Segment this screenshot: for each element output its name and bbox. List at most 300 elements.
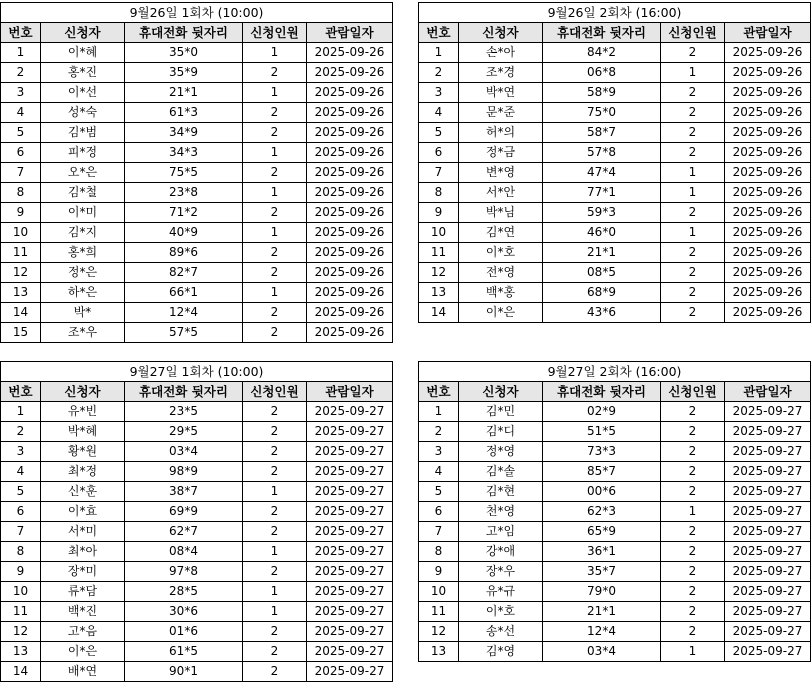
session-title: 9월26일 1회차 (10:00) (1, 3, 393, 23)
header-phone-suffix: 휴대전화 뒷자리 (125, 23, 243, 43)
cell-party-size: 2 (243, 123, 307, 143)
cell-applicant: 김*영 (459, 642, 543, 662)
cell-visit-date: 2025-09-26 (725, 43, 811, 63)
cell-number: 10 (1, 582, 41, 602)
cell-visit-date: 2025-09-26 (725, 83, 811, 103)
header-applicant: 신청자 (41, 23, 125, 43)
table-row (419, 642, 811, 662)
cell-phone-suffix: 01*6 (125, 622, 243, 642)
table-row (1, 263, 393, 283)
cell-party-size: 2 (661, 402, 725, 422)
cell-phone-suffix: 71*2 (125, 203, 243, 223)
cell-party-size: 1 (243, 602, 307, 622)
cell-party-size: 2 (243, 203, 307, 223)
cell-number: 1 (1, 43, 41, 63)
cell-visit-date: 2025-09-26 (725, 183, 811, 203)
cell-visit-date: 2025-09-27 (307, 422, 393, 442)
cell-visit-date: 2025-09-26 (307, 243, 393, 263)
cell-phone-suffix: 89*6 (125, 243, 243, 263)
header-phone-suffix: 휴대전화 뒷자리 (543, 382, 661, 402)
cell-phone-suffix: 21*1 (543, 243, 661, 263)
cell-number: 13 (419, 283, 459, 303)
cell-number: 15 (1, 323, 41, 343)
table-row (419, 622, 811, 642)
cell-party-size: 1 (243, 582, 307, 602)
cell-phone-suffix: 75*5 (125, 163, 243, 183)
cell-visit-date: 2025-09-27 (307, 562, 393, 582)
cell-applicant: 오*은 (41, 163, 125, 183)
cell-visit-date: 2025-09-27 (725, 522, 811, 542)
table-row (419, 602, 811, 622)
cell-applicant: 정*금 (459, 143, 543, 163)
cell-number: 11 (419, 602, 459, 622)
table-row (419, 223, 811, 243)
table-row (419, 422, 811, 442)
cell-applicant: 배*연 (41, 662, 125, 682)
cell-visit-date: 2025-09-27 (307, 642, 393, 662)
cell-visit-date: 2025-09-26 (725, 263, 811, 283)
session-table-0927-1 (0, 361, 393, 682)
table-row (1, 562, 393, 582)
cell-number: 8 (419, 183, 459, 203)
table-row (1, 462, 393, 482)
cell-party-size: 2 (661, 263, 725, 283)
session-table-0927-2 (418, 361, 811, 662)
cell-applicant: 백*홍 (459, 283, 543, 303)
cell-applicant: 최*아 (41, 542, 125, 562)
cell-party-size: 2 (243, 562, 307, 582)
header-applicant: 신청자 (41, 382, 125, 402)
cell-applicant: 김*철 (41, 183, 125, 203)
cell-number: 14 (1, 662, 41, 682)
cell-visit-date: 2025-09-27 (725, 642, 811, 662)
cell-visit-date: 2025-09-26 (307, 203, 393, 223)
cell-party-size: 2 (243, 402, 307, 422)
cell-applicant: 하*은 (41, 283, 125, 303)
cell-applicant: 김*민 (459, 402, 543, 422)
cell-party-size: 1 (661, 502, 725, 522)
cell-number: 11 (1, 243, 41, 263)
cell-phone-suffix: 90*1 (125, 662, 243, 682)
cell-number: 11 (1, 602, 41, 622)
header-phone-suffix: 휴대전화 뒷자리 (543, 23, 661, 43)
cell-visit-date: 2025-09-26 (725, 163, 811, 183)
cell-number: 8 (419, 542, 459, 562)
cell-party-size: 1 (243, 43, 307, 63)
cell-applicant: 정*영 (459, 442, 543, 462)
cell-phone-suffix: 08*5 (543, 263, 661, 283)
cell-phone-suffix: 77*1 (543, 183, 661, 203)
cell-phone-suffix: 97*8 (125, 562, 243, 582)
cell-party-size: 2 (243, 642, 307, 662)
table-row (1, 303, 393, 323)
cell-applicant: 천*영 (459, 502, 543, 522)
cell-party-size: 2 (243, 622, 307, 642)
cell-visit-date: 2025-09-26 (307, 103, 393, 123)
cell-visit-date: 2025-09-26 (307, 83, 393, 103)
cell-phone-suffix: 03*4 (543, 642, 661, 662)
cell-applicant: 백*진 (41, 602, 125, 622)
cell-visit-date: 2025-09-27 (725, 622, 811, 642)
table-row (1, 103, 393, 123)
table-row (419, 482, 811, 502)
cell-phone-suffix: 02*9 (543, 402, 661, 422)
table-row (419, 542, 811, 562)
cell-visit-date: 2025-09-27 (307, 602, 393, 622)
cell-number: 12 (419, 622, 459, 642)
cell-visit-date: 2025-09-27 (307, 662, 393, 682)
cell-applicant: 조*우 (41, 323, 125, 343)
cell-phone-suffix: 57*5 (125, 323, 243, 343)
cell-number: 4 (419, 103, 459, 123)
table-row (419, 123, 811, 143)
cell-party-size: 2 (661, 602, 725, 622)
table-row (1, 442, 393, 462)
cell-party-size: 1 (243, 143, 307, 163)
table-row (419, 43, 811, 63)
cell-visit-date: 2025-09-26 (725, 123, 811, 143)
cell-applicant: 이*효 (41, 502, 125, 522)
cell-visit-date: 2025-09-26 (725, 63, 811, 83)
cell-phone-suffix: 68*9 (543, 283, 661, 303)
cell-applicant: 서*안 (459, 183, 543, 203)
cell-party-size: 2 (243, 323, 307, 343)
cell-phone-suffix: 46*0 (543, 223, 661, 243)
cell-party-size: 2 (243, 243, 307, 263)
cell-party-size: 2 (661, 203, 725, 223)
cell-phone-suffix: 21*1 (125, 83, 243, 103)
cell-party-size: 2 (661, 243, 725, 263)
cell-applicant: 김*연 (459, 223, 543, 243)
session-title: 9월27일 2회차 (16:00) (419, 362, 811, 382)
cell-phone-suffix: 35*9 (125, 63, 243, 83)
cell-number: 12 (1, 263, 41, 283)
cell-number: 5 (419, 482, 459, 502)
cell-phone-suffix: 58*9 (543, 83, 661, 103)
cell-party-size: 1 (243, 83, 307, 103)
cell-party-size: 2 (243, 522, 307, 542)
session-title: 9월26일 2회차 (16:00) (419, 3, 811, 23)
cell-applicant: 문*준 (459, 103, 543, 123)
cell-applicant: 서*미 (41, 522, 125, 542)
table-row (419, 303, 811, 323)
session-table-0926-1 (0, 2, 393, 343)
table-row (419, 582, 811, 602)
cell-visit-date: 2025-09-27 (725, 582, 811, 602)
cell-phone-suffix: 73*3 (543, 442, 661, 462)
cell-applicant: 성*숙 (41, 103, 125, 123)
cell-phone-suffix: 69*9 (125, 502, 243, 522)
cell-number: 14 (1, 303, 41, 323)
cell-visit-date: 2025-09-26 (307, 303, 393, 323)
cell-visit-date: 2025-09-27 (307, 622, 393, 642)
table-row (1, 123, 393, 143)
cell-applicant: 송*선 (459, 622, 543, 642)
cell-party-size: 2 (243, 662, 307, 682)
table-row (1, 642, 393, 662)
table-row (1, 63, 393, 83)
cell-applicant: 김*디 (459, 422, 543, 442)
reservation-table (0, 2, 393, 343)
cell-party-size: 2 (661, 283, 725, 303)
header-number: 번호 (1, 23, 41, 43)
cell-applicant: 이*선 (41, 83, 125, 103)
cell-applicant: 황*원 (41, 442, 125, 462)
cell-phone-suffix: 43*6 (543, 303, 661, 323)
cell-party-size: 2 (243, 63, 307, 83)
cell-number: 9 (419, 203, 459, 223)
cell-phone-suffix: 57*8 (543, 143, 661, 163)
cell-phone-suffix: 00*6 (543, 482, 661, 502)
cell-visit-date: 2025-09-27 (307, 502, 393, 522)
cell-phone-suffix: 82*7 (125, 263, 243, 283)
table-row (1, 143, 393, 163)
table-row (419, 143, 811, 163)
cell-number: 6 (419, 502, 459, 522)
table-row (1, 183, 393, 203)
cell-number: 12 (1, 622, 41, 642)
reservation-table (0, 361, 393, 682)
cell-party-size: 2 (661, 562, 725, 582)
cell-phone-suffix: 35*0 (125, 43, 243, 63)
cell-visit-date: 2025-09-27 (307, 402, 393, 422)
cell-visit-date: 2025-09-26 (307, 263, 393, 283)
cell-applicant: 고*임 (459, 522, 543, 542)
cell-applicant: 박*님 (459, 203, 543, 223)
table-row (419, 243, 811, 263)
table-row (1, 203, 393, 223)
cell-phone-suffix: 61*3 (125, 103, 243, 123)
cell-party-size: 2 (661, 542, 725, 562)
cell-applicant: 홍*희 (41, 243, 125, 263)
table-row (1, 482, 393, 502)
cell-party-size: 1 (243, 223, 307, 243)
cell-visit-date: 2025-09-26 (725, 143, 811, 163)
cell-party-size: 2 (661, 442, 725, 462)
cell-applicant: 홍*진 (41, 63, 125, 83)
cell-applicant: 이*호 (459, 243, 543, 263)
cell-applicant: 김*지 (41, 223, 125, 243)
cell-visit-date: 2025-09-27 (307, 522, 393, 542)
cell-applicant: 최*정 (41, 462, 125, 482)
cell-visit-date: 2025-09-26 (307, 63, 393, 83)
cell-phone-suffix: 23*8 (125, 183, 243, 203)
table-row (1, 582, 393, 602)
cell-visit-date: 2025-09-27 (725, 422, 811, 442)
session-title: 9월27일 1회차 (10:00) (1, 362, 393, 382)
table-row (419, 562, 811, 582)
cell-party-size: 2 (243, 502, 307, 522)
table-row (419, 442, 811, 462)
cell-visit-date: 2025-09-26 (725, 223, 811, 243)
cell-number: 9 (1, 562, 41, 582)
cell-number: 5 (1, 482, 41, 502)
cell-party-size: 1 (243, 183, 307, 203)
cell-visit-date: 2025-09-26 (725, 243, 811, 263)
cell-party-size: 2 (661, 482, 725, 502)
cell-number: 2 (419, 63, 459, 83)
header-number: 번호 (1, 382, 41, 402)
cell-party-size: 2 (661, 83, 725, 103)
cell-phone-suffix: 34*9 (125, 123, 243, 143)
cell-party-size: 2 (243, 263, 307, 283)
table-row (419, 83, 811, 103)
table-row (1, 622, 393, 642)
cell-phone-suffix: 34*3 (125, 143, 243, 163)
cell-visit-date: 2025-09-27 (307, 582, 393, 602)
cell-phone-suffix: 29*5 (125, 422, 243, 442)
cell-visit-date: 2025-09-27 (725, 562, 811, 582)
cell-applicant: 장*미 (41, 562, 125, 582)
cell-party-size: 2 (243, 103, 307, 123)
table-row (1, 422, 393, 442)
header-visit-date: 관람일자 (725, 382, 811, 402)
cell-party-size: 2 (661, 43, 725, 63)
cell-applicant: 박*혜 (41, 422, 125, 442)
cell-applicant: 이*미 (41, 203, 125, 223)
cell-number: 6 (1, 143, 41, 163)
table-row (419, 402, 811, 422)
cell-applicant: 전*영 (459, 263, 543, 283)
cell-number: 13 (1, 283, 41, 303)
cell-phone-suffix: 59*3 (543, 203, 661, 223)
cell-visit-date: 2025-09-27 (725, 402, 811, 422)
cell-applicant: 김*현 (459, 482, 543, 502)
cell-number: 4 (1, 462, 41, 482)
cell-phone-suffix: 28*5 (125, 582, 243, 602)
cell-number: 8 (1, 542, 41, 562)
cell-applicant: 조*경 (459, 63, 543, 83)
header-number: 번호 (419, 23, 459, 43)
cell-visit-date: 2025-09-27 (725, 602, 811, 622)
cell-party-size: 1 (243, 283, 307, 303)
table-row (1, 602, 393, 622)
cell-number: 9 (1, 203, 41, 223)
cell-number: 2 (419, 422, 459, 442)
cell-phone-suffix: 51*5 (543, 422, 661, 442)
table-row (1, 83, 393, 103)
table-row (1, 323, 393, 343)
cell-applicant: 이*은 (41, 642, 125, 662)
cell-party-size: 1 (243, 482, 307, 502)
cell-phone-suffix: 38*7 (125, 482, 243, 502)
cell-party-size: 2 (243, 422, 307, 442)
table-row (419, 103, 811, 123)
cell-party-size: 2 (661, 582, 725, 602)
cell-number: 10 (419, 223, 459, 243)
cell-number: 9 (419, 562, 459, 582)
cell-applicant: 박* (41, 303, 125, 323)
cell-phone-suffix: 58*7 (543, 123, 661, 143)
cell-visit-date: 2025-09-27 (725, 502, 811, 522)
cell-number: 11 (419, 243, 459, 263)
cell-number: 13 (419, 642, 459, 662)
cell-party-size: 1 (661, 223, 725, 243)
cell-visit-date: 2025-09-27 (725, 542, 811, 562)
cell-applicant: 강*애 (459, 542, 543, 562)
cell-party-size: 2 (243, 462, 307, 482)
cell-visit-date: 2025-09-27 (725, 442, 811, 462)
cell-visit-date: 2025-09-26 (307, 143, 393, 163)
cell-visit-date: 2025-09-26 (725, 103, 811, 123)
cell-number: 10 (419, 582, 459, 602)
cell-applicant: 김*솔 (459, 462, 543, 482)
table-row (1, 402, 393, 422)
table-row (419, 263, 811, 283)
table-row (419, 283, 811, 303)
cell-visit-date: 2025-09-26 (725, 203, 811, 223)
cell-phone-suffix: 06*8 (543, 63, 661, 83)
cell-party-size: 1 (661, 63, 725, 83)
cell-phone-suffix: 62*3 (543, 502, 661, 522)
cell-phone-suffix: 62*7 (125, 522, 243, 542)
cell-visit-date: 2025-09-26 (307, 223, 393, 243)
cell-visit-date: 2025-09-26 (307, 43, 393, 63)
cell-number: 1 (1, 402, 41, 422)
cell-party-size: 2 (661, 622, 725, 642)
cell-visit-date: 2025-09-26 (307, 283, 393, 303)
cell-applicant: 이*은 (459, 303, 543, 323)
cell-party-size: 2 (661, 522, 725, 542)
cell-party-size: 2 (661, 422, 725, 442)
table-row (419, 63, 811, 83)
cell-visit-date: 2025-09-27 (307, 462, 393, 482)
cell-number: 2 (1, 422, 41, 442)
cell-applicant: 박*연 (459, 83, 543, 103)
cell-party-size: 1 (661, 163, 725, 183)
cell-phone-suffix: 98*9 (125, 462, 243, 482)
header-visit-date: 관람일자 (307, 382, 393, 402)
table-row (1, 502, 393, 522)
cell-number: 3 (419, 83, 459, 103)
cell-visit-date: 2025-09-26 (307, 123, 393, 143)
header-visit-date: 관람일자 (307, 23, 393, 43)
cell-number: 8 (1, 183, 41, 203)
cell-number: 6 (1, 502, 41, 522)
cell-applicant: 허*의 (459, 123, 543, 143)
header-applicant: 신청자 (459, 382, 543, 402)
cell-phone-suffix: 84*2 (543, 43, 661, 63)
cell-party-size: 1 (243, 542, 307, 562)
table-row (419, 522, 811, 542)
cell-phone-suffix: 47*4 (543, 163, 661, 183)
cell-phone-suffix: 65*9 (543, 522, 661, 542)
cell-number: 3 (1, 442, 41, 462)
cell-applicant: 손*아 (459, 43, 543, 63)
cell-phone-suffix: 85*7 (543, 462, 661, 482)
reservation-table (418, 2, 811, 323)
cell-phone-suffix: 23*5 (125, 402, 243, 422)
cell-applicant: 피*정 (41, 143, 125, 163)
table-row (1, 283, 393, 303)
cell-visit-date: 2025-09-27 (725, 462, 811, 482)
cell-number: 5 (1, 123, 41, 143)
cell-party-size: 2 (661, 123, 725, 143)
cell-phone-suffix: 21*1 (543, 602, 661, 622)
cell-number: 7 (419, 163, 459, 183)
table-row (1, 43, 393, 63)
cell-visit-date: 2025-09-27 (307, 482, 393, 502)
cell-party-size: 2 (243, 303, 307, 323)
table-row (419, 462, 811, 482)
cell-phone-suffix: 36*1 (543, 542, 661, 562)
cell-visit-date: 2025-09-26 (307, 183, 393, 203)
cell-party-size: 2 (661, 303, 725, 323)
cell-party-size: 1 (661, 183, 725, 203)
cell-phone-suffix: 35*7 (543, 562, 661, 582)
cell-number: 6 (419, 143, 459, 163)
cell-number: 14 (419, 303, 459, 323)
